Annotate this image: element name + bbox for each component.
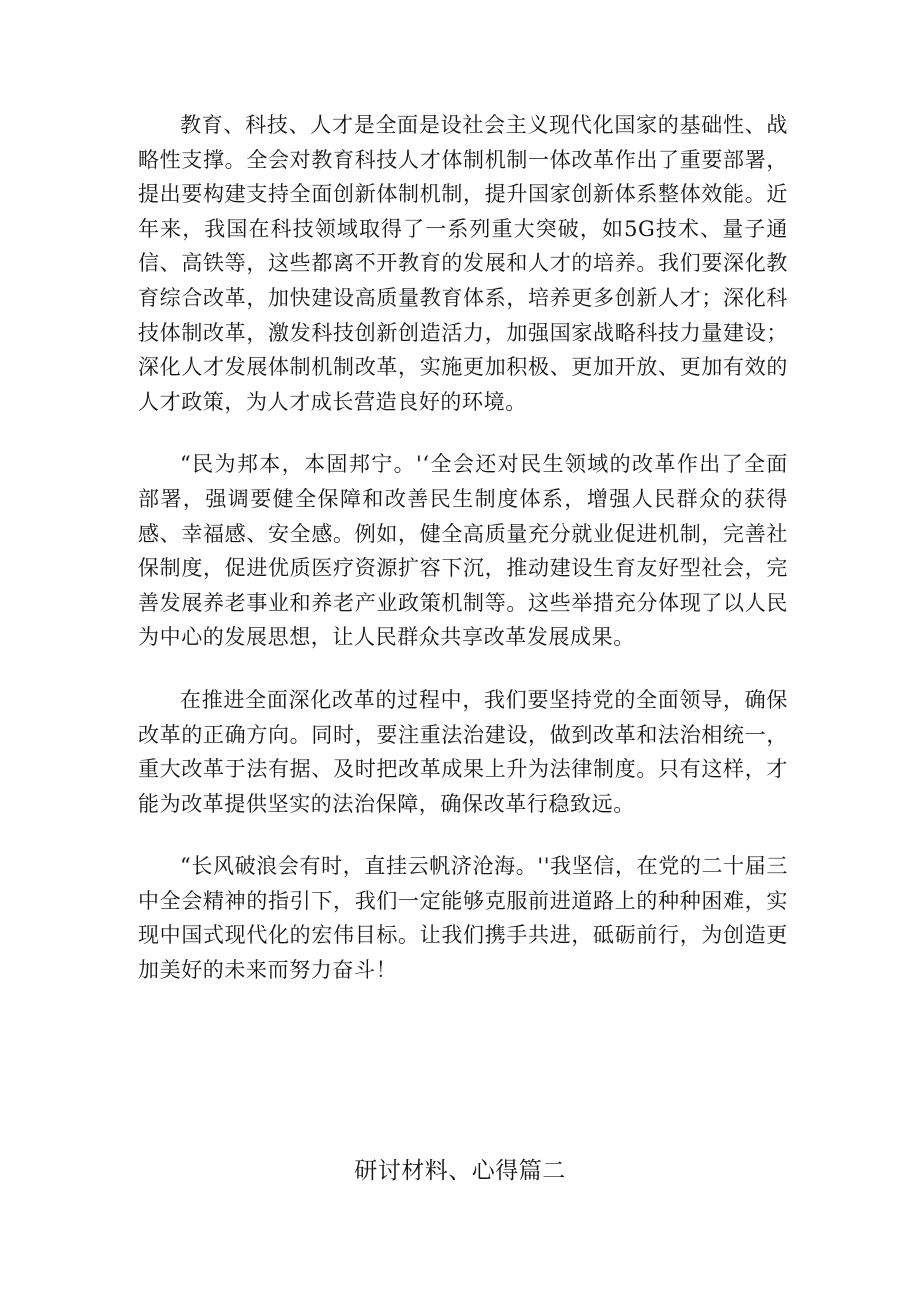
paragraph-livelihood: “民为邦本，本固邦宁。'‘全会还对民生领域的改革作出了全面部署，强调要健全保障和改善民生制度体系，增强人民群众的获得感、幸福感、安全感。例如，健全高质量充分就业促进机制，完善社保制度，促进优质医疗资源扩容下沉，推动建设生育友好型社会，完善发展养老事业和养老产业政策机制等。这些举措充分体现了以人民为中心的发展思想，让人民群众共享改革发展成果。 — [138, 452, 788, 650]
paragraph-education-tech-talent: 教育、科技、人才是全面是设社会主义现代化国家的基础性、战略性支撑。全会对教育科技人才体制机制一体改革作出了重要部署，提出要构建支持全面创新体制机制，提升国家创新体系整体效能。近年来，我国在科技领域取得了一系列重大突破，如5G技术、量子通信、高铁等，这些都离不开教育的发展和人才的培养。我们要深化教育综合改革，加快建设高质量教育体系，培养更多创新人才；深化科技体制改革，激发科技创新创造活力，加强国家战略科技力量建设；深化人才发展体制机制改革，实施更加积极、更加开放、更加有效的人才政策，为人才成长营造良好的环境。 — [138, 113, 788, 414]
document-body — [138, 108, 788, 988]
paragraph-conclusion: “长风破浪会有时，直挂云帆济沧海。''我坚信，在党的二十届三中全会精神的指引下，我们一定能够克服前进道路上的种种困难，实现中国式现代化的宏伟目标。让我们携手共进，砥砺前行，为创造更加美好的未来而努力奋斗！ — [138, 854, 788, 983]
section-heading: 研讨材料、心得篇二 — [354, 1158, 566, 1184]
paragraph-rule-of-law: 在推进全面深化改革的过程中，我们要坚持党的全面领导，确保改革的正确方向。同时，要注重法治建设，做到改革和法治相统一，重大改革于法有据、及时把改革成果上升为法律制度。只有这样，才能为改革提供坚实的法治保障，确保改革行稳致远。 — [138, 687, 788, 816]
